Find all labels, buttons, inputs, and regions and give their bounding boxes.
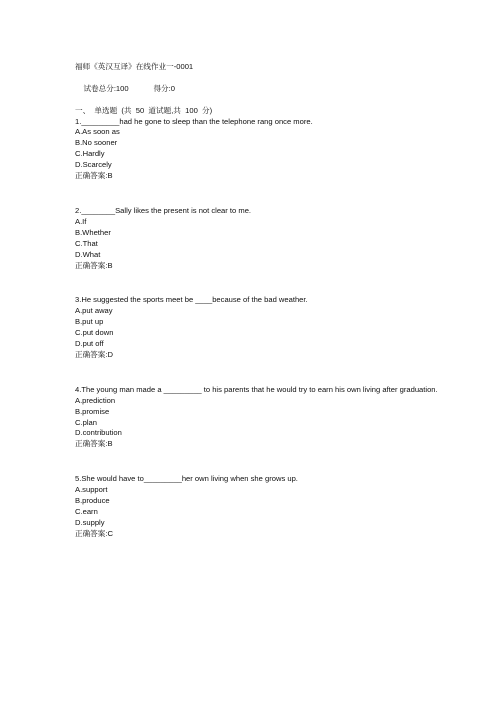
- option-c: C.Hardly: [75, 149, 105, 159]
- score-row: [75, 73, 475, 106]
- score-got: 得分:0: [153, 83, 175, 93]
- option-d: D.Scarcely: [75, 160, 112, 170]
- question-3: [75, 295, 475, 360]
- score-total: 试卷总分:100: [83, 83, 129, 93]
- question-4: [75, 385, 475, 450]
- question-stem: 5.She would have to_________her own living when she grows up.: [75, 474, 298, 484]
- option-b: B.promise: [75, 406, 110, 416]
- option-d: D.What: [75, 249, 101, 259]
- option-d: D.contribution: [75, 428, 122, 438]
- option-a: A.As soon as: [75, 127, 120, 137]
- option-b: B.No sooner: [75, 138, 118, 148]
- option-b: B.put up: [75, 317, 104, 327]
- question-1: [75, 117, 475, 182]
- spacer: [75, 361, 475, 385]
- correct-answer: 正确答案:D: [75, 349, 113, 359]
- document-page: [75, 62, 475, 540]
- option-d: D.put off: [75, 339, 104, 349]
- question-stem: 2.________Sally likes the present is not clear to me.: [75, 205, 252, 215]
- question-stem: 3.He suggested the sports meet be ____because of the bad weather.: [75, 295, 308, 305]
- spacer: [75, 271, 475, 295]
- option-c: C.That: [75, 238, 98, 248]
- option-a: A.put away: [75, 306, 113, 316]
- option-d: D.supply: [75, 517, 105, 527]
- spacer: [75, 450, 475, 474]
- correct-answer: 正确答案:B: [75, 260, 113, 270]
- option-c: C.put down: [75, 328, 114, 338]
- section-heading: 一、 单选题 (共 50 道试题,共 100 分): [75, 105, 213, 115]
- option-c: C.plan: [75, 417, 97, 427]
- option-c: C.earn: [75, 507, 98, 516]
- option-a: A.prediction: [75, 395, 116, 405]
- question-2: [75, 206, 475, 271]
- question-stem: 4.The young man made a _________ to his parents that he would try to earn his own living after graduation.: [75, 384, 438, 394]
- option-b: B.Whether: [75, 227, 111, 237]
- spacer: [75, 182, 475, 206]
- correct-answer: 正确答案:C: [75, 528, 113, 538]
- correct-answer: 正确答案:B: [75, 171, 113, 181]
- document-title: 福师《英汉互译》在线作业一-0001: [75, 62, 194, 71]
- correct-answer: 正确答案:B: [75, 439, 113, 449]
- option-a: A.support: [75, 485, 108, 495]
- question-stem: 1._________had he gone to sleep than the telephone rang once more.: [75, 116, 313, 126]
- option-b: B.produce: [75, 496, 110, 506]
- question-5: [75, 474, 475, 539]
- option-a: A.If: [75, 216, 87, 226]
